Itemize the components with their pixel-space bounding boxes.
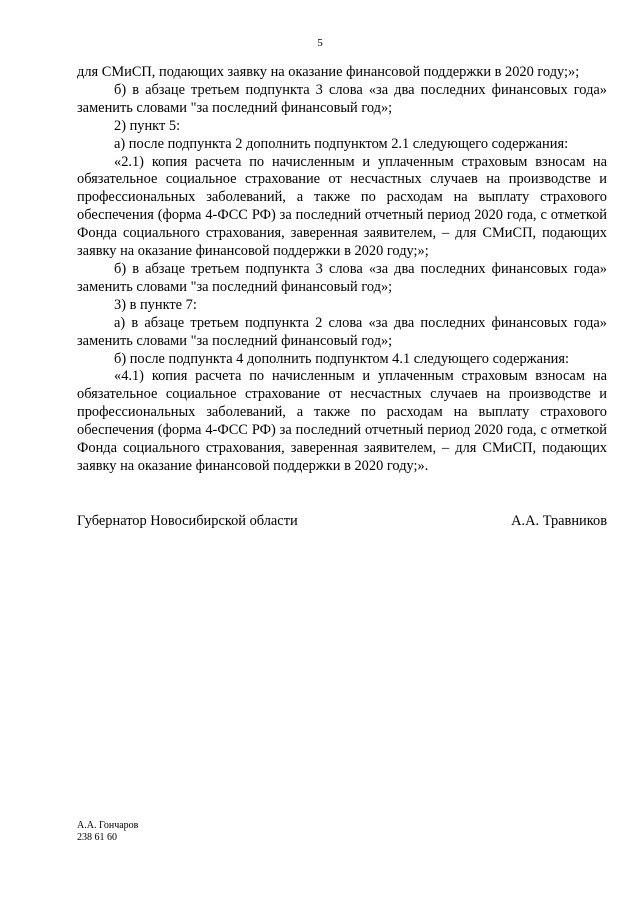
paragraph-item-2: 2) пункт 5: [114, 117, 181, 134]
paragraph-4-1-quote: «4.1) копия расчета по начисленным и уплаченным страховым взносам на обязательное социальное страхование от несчастных случаев на производстве и профессиональных заболеваний, а также по расходам на выплату страхового обеспечения (форма 4-ФСС РФ) за последний отчетный период 2020 года, с отметкой Фонда социального страхования, заверенная заявителем, – для СМиСП, подающих заявку на оказание финансовой поддержки в 2020 году;». [77, 368, 607, 474]
page-number: 5 [317, 37, 323, 49]
paragraph-1b-amendment: б) в абзаце третьем подпункта 3 слова «за два последних финансовых года» заменить словами "за последний финансовый год»; [77, 81, 607, 116]
paragraph-2a: а) после подпункта 2 дополнить подпунктом 2.1 следующего содержания: [114, 135, 569, 152]
signatory-position: Губернатор Новосибирской области [77, 513, 298, 529]
paragraph-continuation: для СМиСП, подающих заявку на оказание финансовой поддержки в 2020 году;»; [77, 64, 580, 80]
signatory-name: А.А. Травников [511, 513, 607, 529]
executor-name: А.А. Гончаров [77, 820, 139, 831]
paragraph-3a: а) в абзаце третьем подпункта 2 слова «за два последних финансовых года» заменить словами "за последний финансовый год»; [77, 314, 607, 349]
paragraph-3b: б) после подпункта 4 дополнить подпунктом 4.1 следующего содержания: [114, 350, 569, 367]
executor-phone: 238 61 60 [77, 832, 117, 843]
document-body [77, 64, 607, 476]
paragraph-item-3: 3) в пункте 7: [114, 296, 197, 313]
paragraph-2b: б) в абзаце третьем подпункта 3 слова «за два последних финансовых года» заменить словами "за последний финансовый год»; [77, 260, 607, 295]
executor-footer [77, 820, 138, 844]
signature-block [77, 512, 607, 530]
paragraph-2-1-quote: «2.1) копия расчета по начисленным и уплаченным страховым взносам на обязательное социальное страхование от несчастных случаев на производстве и профессиональных заболеваний, а также по расходам на выплату страхового обеспечения (форма 4-ФСС РФ) за последний отчетный период 2020 года, с отметкой Фонда социального страхования, заверенная заявителем, – для СМиСП, подающих заявку на оказание финансовой поддержки в 2020 году;»; [77, 153, 607, 260]
